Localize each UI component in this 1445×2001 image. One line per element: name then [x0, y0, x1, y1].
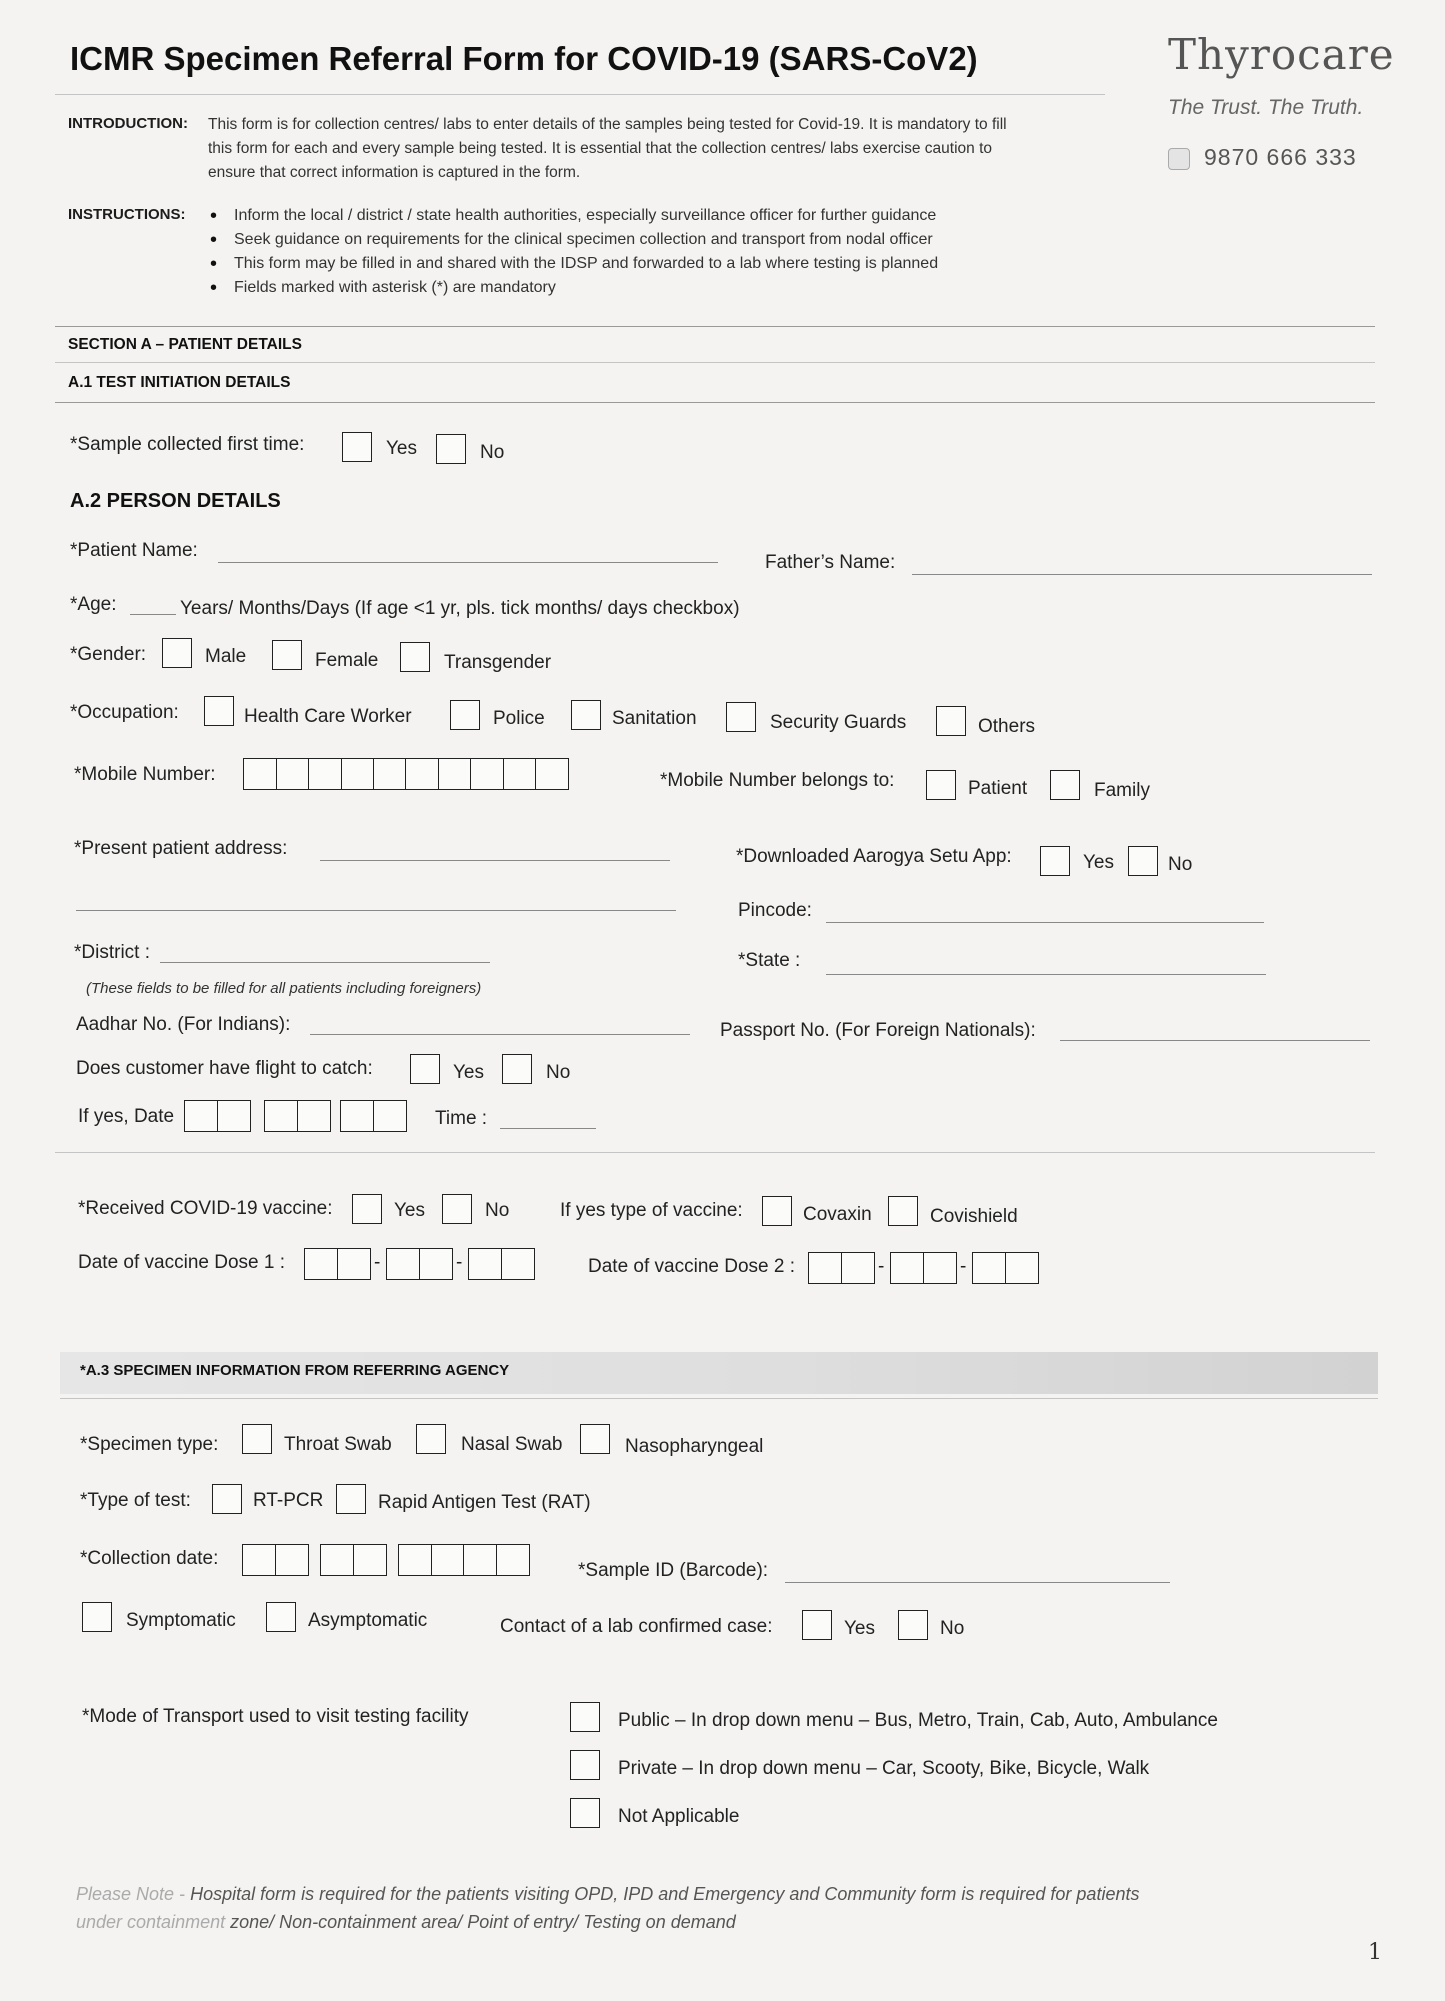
digit-box[interactable] [243, 758, 277, 790]
digit-box[interactable] [1005, 1252, 1039, 1284]
brand-phone [1168, 144, 1357, 171]
specimen-option-label: Throat Swab [284, 1434, 392, 1455]
digit-box[interactable] [373, 1100, 407, 1132]
intro-line: this form for each and every sample being tested. It is essential that the collection centres/ labs exercise caution to [208, 140, 993, 157]
fathers-name-field[interactable] [912, 574, 1372, 575]
collection-date-day-boxes[interactable] [244, 1544, 309, 1576]
passport-label: Passport No. (For Foreign Nationals): [720, 1020, 1036, 1041]
aadhar-field[interactable] [310, 1034, 690, 1035]
occupation-label: *Occupation: [70, 702, 179, 723]
divider [55, 326, 1375, 327]
footer-note-prefix: under containment [76, 1912, 226, 1932]
flight-no-checkbox[interactable] [502, 1054, 532, 1084]
occupation-police-checkbox[interactable] [450, 700, 480, 730]
sample-id-field[interactable] [785, 1582, 1170, 1583]
aarogya-label: *Downloaded Aarogya Setu App: [736, 846, 1012, 867]
digit-box[interactable] [353, 1544, 387, 1576]
district-field[interactable] [160, 962, 490, 963]
flight-label: Does customer have flight to catch: [76, 1058, 373, 1079]
age-units-text: Years/ Months/Days (If age <1 yr, pls. tick months/ days checkbox) [180, 598, 740, 619]
digit-box[interactable] [341, 758, 375, 790]
specimen-type-label: *Specimen type: [80, 1434, 219, 1455]
contact-no-checkbox[interactable] [898, 1610, 928, 1640]
collection-date-label: *Collection date: [80, 1548, 219, 1569]
occupation-security-checkbox[interactable] [726, 702, 756, 732]
digit-box[interactable] [275, 1544, 309, 1576]
flight-time-label: Time : [435, 1108, 488, 1129]
dose2-day-boxes[interactable] [810, 1252, 875, 1284]
nasal-swab-checkbox[interactable] [416, 1424, 446, 1454]
sample-first-yes-checkbox[interactable] [342, 432, 372, 462]
mobile-number-boxes[interactable] [245, 758, 569, 790]
pincode-field[interactable] [826, 922, 1264, 923]
dose1-day-boxes[interactable] [306, 1248, 371, 1280]
digit-box[interactable] [501, 1248, 535, 1280]
pincode-label: Pincode: [738, 900, 812, 921]
yes-label: Yes [453, 1062, 484, 1083]
sample-first-label: *Sample collected first time: [70, 434, 305, 455]
digit-box[interactable] [535, 758, 569, 790]
no-label: No [480, 442, 505, 463]
instruction-item: • Inform the local / district / state health authorities, especially surveillance officer for further guidance [210, 204, 938, 228]
district-label: *District : [74, 942, 150, 963]
flight-date-label: If yes, Date [78, 1106, 175, 1127]
contact-yes-checkbox[interactable] [802, 1610, 832, 1640]
intro-label: INTRODUCTION: [68, 115, 188, 132]
footer-note-text: Hospital form is required for the patients visiting OPD, IPD and Emergency and Community form is required for patients [185, 1884, 1140, 1904]
transport-option-label: Private – In drop down menu – Car, Scooty, Bike, Bicycle, Walk [618, 1758, 1150, 1779]
aadhar-label: Aadhar No. (For Indians): [76, 1014, 291, 1035]
fathers-name-label: Father’s Name: [765, 552, 896, 573]
footer-note-line2 [76, 1908, 1139, 1936]
test-option-label: Rapid Antigen Test (RAT) [378, 1492, 591, 1513]
divider [60, 1398, 1378, 1399]
gender-option-label: Female [315, 650, 379, 671]
occupation-sanitation-checkbox[interactable] [571, 700, 601, 730]
transport-na-checkbox[interactable] [570, 1798, 600, 1828]
address-label: *Present patient address: [74, 838, 288, 859]
gender-option-label: Male [205, 646, 247, 667]
dose1-year-boxes[interactable] [470, 1248, 535, 1280]
instruction-item: • Seek guidance on requirements for the clinical specimen collection and transport from nodal officer [210, 228, 938, 252]
occupation-option-label: Security Guards [770, 712, 907, 733]
test-type-label: *Type of test: [80, 1490, 191, 1511]
vaccine-type-option-label: Covaxin [803, 1204, 872, 1225]
transport-label: *Mode of Transport used to visit testing facility [82, 1706, 469, 1727]
collection-date-month-boxes[interactable] [322, 1544, 387, 1576]
digit-box[interactable] [264, 1100, 298, 1132]
nasopharyngeal-checkbox[interactable] [580, 1424, 610, 1454]
yes-label: Yes [386, 438, 417, 459]
footer-note-prefix: Please Note - [76, 1884, 186, 1904]
brand-tagline: The Trust. The Truth. [1168, 96, 1364, 119]
occupation-option-label: Sanitation [612, 708, 697, 729]
digit-box[interactable] [373, 758, 407, 790]
digit-box[interactable] [923, 1252, 957, 1284]
address-field-line1[interactable] [320, 860, 670, 861]
intro-text [208, 113, 1007, 185]
digit-box[interactable] [431, 1544, 465, 1576]
dose1-label: Date of vaccine Dose 1 : [78, 1252, 285, 1273]
dose2-year-boxes[interactable] [974, 1252, 1039, 1284]
digit-box[interactable] [405, 758, 439, 790]
flight-yes-checkbox[interactable] [410, 1054, 440, 1084]
digit-box[interactable] [841, 1252, 875, 1284]
throat-swab-checkbox[interactable] [242, 1424, 272, 1454]
mobile-label: *Mobile Number: [74, 764, 216, 785]
digit-box[interactable] [386, 1248, 420, 1280]
digit-box[interactable] [470, 758, 504, 790]
instructions-label: INSTRUCTIONS: [68, 206, 186, 223]
digit-box[interactable] [972, 1252, 1006, 1284]
yes-label: Yes [1083, 852, 1114, 873]
covaxin-checkbox[interactable] [762, 1196, 792, 1226]
symptomatic-checkbox[interactable] [82, 1602, 112, 1632]
footer-note-text: zone/ Non-containment area/ Point of entry/ Testing on demand [225, 1912, 736, 1932]
age-label: *Age: [70, 594, 117, 615]
date-separator: - [878, 1256, 885, 1277]
aarogya-yes-checkbox[interactable] [1040, 846, 1070, 876]
instructions-list [210, 204, 938, 300]
digit-box[interactable] [419, 1248, 453, 1280]
digit-box[interactable] [890, 1252, 924, 1284]
yes-label: Yes [844, 1618, 875, 1639]
occupation-option-label: Others [978, 716, 1036, 737]
section-a1-title: A.1 TEST INITIATION DETAILS [68, 374, 291, 391]
vaccine-yes-checkbox[interactable] [352, 1194, 382, 1224]
state-field[interactable] [826, 974, 1266, 975]
gender-label: *Gender: [70, 644, 147, 665]
instruction-item: • Fields marked with asterisk (*) are mandatory [210, 276, 938, 300]
divider [55, 94, 1105, 95]
digit-box[interactable] [468, 1248, 502, 1280]
divider [55, 402, 1375, 403]
rtpcr-checkbox[interactable] [212, 1484, 242, 1514]
mobile-belongs-patient-checkbox[interactable] [926, 770, 956, 800]
dose1-month-boxes[interactable] [388, 1248, 453, 1280]
mobile-belongs-option-label: Family [1094, 780, 1150, 801]
dose2-label: Date of vaccine Dose 2 : [588, 1256, 795, 1277]
date-separator: - [456, 1252, 463, 1273]
digit-box[interactable] [808, 1252, 842, 1284]
footer-note-line1 [76, 1880, 1139, 1908]
sample-first-no-checkbox[interactable] [436, 434, 466, 464]
foreigners-note: (These fields to be filled for all patients including foreigners) [86, 980, 482, 997]
mobile-belongs-label: *Mobile Number belongs to: [660, 770, 895, 791]
flight-date-day-boxes[interactable] [186, 1100, 251, 1132]
divider [55, 1152, 1375, 1153]
digit-box[interactable] [320, 1544, 354, 1576]
test-option-label: RT-PCR [253, 1490, 324, 1511]
flight-time-field[interactable] [500, 1128, 596, 1129]
section-a-title: SECTION A – PATIENT DETAILS [68, 336, 302, 353]
transport-private-checkbox[interactable] [570, 1750, 600, 1780]
asymptomatic-label: Asymptomatic [308, 1610, 428, 1631]
digit-box[interactable] [308, 758, 342, 790]
state-label: *State : [738, 950, 801, 971]
divider [55, 362, 1375, 363]
vaccine-no-checkbox[interactable] [442, 1194, 472, 1224]
no-label: No [1168, 854, 1193, 875]
asymptomatic-checkbox[interactable] [266, 1602, 296, 1632]
age-field[interactable] [130, 614, 176, 615]
vaccine-type-option-label: Covishield [930, 1206, 1018, 1227]
aarogya-no-checkbox[interactable] [1128, 846, 1158, 876]
flight-date-year-boxes[interactable] [342, 1100, 407, 1132]
passport-field[interactable] [1060, 1040, 1370, 1041]
instruction-item: • This form may be filled in and shared with the IDSP and forwarded to a lab where testing is planned [210, 252, 938, 276]
vaccine-received-label: *Received COVID-19 vaccine: [78, 1198, 333, 1219]
digit-box[interactable] [463, 1544, 497, 1576]
no-label: No [485, 1200, 510, 1221]
date-separator: - [960, 1256, 967, 1277]
gender-male-checkbox[interactable] [162, 638, 192, 668]
mobile-belongs-option-label: Patient [968, 778, 1028, 799]
address-field-line2[interactable] [76, 910, 676, 911]
transport-option-label: Not Applicable [618, 1806, 740, 1827]
contact-label: Contact of a lab confirmed case: [500, 1616, 773, 1637]
rat-checkbox[interactable] [336, 1484, 366, 1514]
transport-public-checkbox[interactable] [570, 1702, 600, 1732]
digit-box[interactable] [276, 758, 310, 790]
intro-line: ensure that correct information is captured in the form. [208, 164, 581, 181]
digit-box[interactable] [398, 1544, 432, 1576]
specimen-option-label: Nasopharyngeal [625, 1436, 764, 1457]
page-number: 1 [1368, 1940, 1382, 1965]
patient-name-field[interactable] [218, 562, 718, 563]
collection-date-year-boxes[interactable] [400, 1544, 530, 1576]
no-label: No [940, 1618, 965, 1639]
digit-box[interactable] [217, 1100, 251, 1132]
digit-box[interactable] [297, 1100, 331, 1132]
occupation-option-label: Police [493, 708, 545, 729]
digit-box[interactable] [242, 1544, 276, 1576]
occupation-hcw-checkbox[interactable] [204, 696, 234, 726]
phone-number: 9870 666 333 [1204, 144, 1357, 170]
transport-option-label: Public – In drop down menu – Bus, Metro, Train, Cab, Auto, Ambulance [618, 1710, 1218, 1731]
digit-box[interactable] [304, 1248, 338, 1280]
sample-id-label: *Sample ID (Barcode): [578, 1560, 769, 1581]
gender-female-checkbox[interactable] [272, 640, 302, 670]
no-label: No [546, 1062, 571, 1083]
occupation-option-label: Health Care Worker [244, 706, 412, 727]
intro-line: This form is for collection centres/ labs to enter details of the samples being tested for Covid-19. It is mandatory to fill [208, 116, 1007, 133]
covishield-checkbox[interactable] [888, 1196, 918, 1226]
digit-box[interactable] [340, 1100, 374, 1132]
specimen-option-label: Nasal Swab [461, 1434, 563, 1455]
dose2-month-boxes[interactable] [892, 1252, 957, 1284]
patient-name-label: *Patient Name: [70, 540, 198, 561]
symptomatic-label: Symptomatic [126, 1610, 236, 1631]
digit-box[interactable] [503, 758, 537, 790]
digit-box[interactable] [337, 1248, 371, 1280]
gender-option-label: Transgender [444, 652, 552, 673]
digit-box[interactable] [184, 1100, 218, 1132]
occupation-others-checkbox[interactable] [936, 706, 966, 736]
digit-box[interactable] [496, 1544, 530, 1576]
section-a3-title: *A.3 SPECIMEN INFORMATION FROM REFERRING AGENCY [80, 1362, 510, 1379]
digit-box[interactable] [438, 758, 472, 790]
yes-label: Yes [394, 1200, 425, 1221]
footer-note [76, 1880, 1139, 1936]
vaccine-type-label: If yes type of vaccine: [560, 1200, 743, 1221]
flight-date-month-boxes[interactable] [266, 1100, 331, 1132]
mobile-belongs-family-checkbox[interactable] [1050, 770, 1080, 800]
phone-icon [1168, 148, 1190, 170]
gender-transgender-checkbox[interactable] [400, 642, 430, 672]
section-a2-title: A.2 PERSON DETAILS [70, 490, 281, 512]
brand-logo: Thyrocare [1168, 30, 1395, 79]
date-separator: - [374, 1252, 381, 1273]
form-title: ICMR Specimen Referral Form for COVID-19 (SARS-CoV2) [70, 40, 978, 77]
